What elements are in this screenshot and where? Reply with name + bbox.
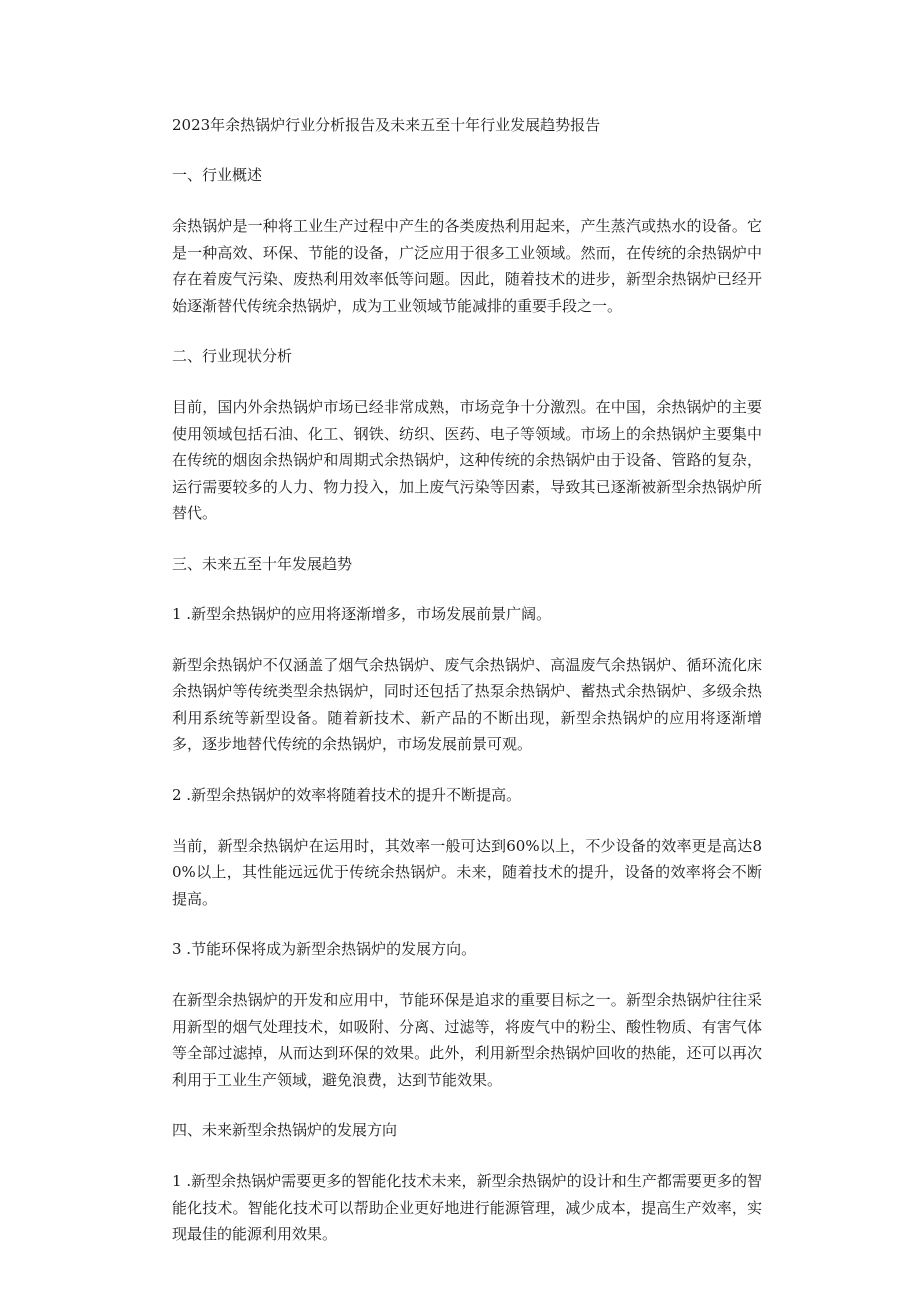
document-title: 2023年余热锅炉行业分析报告及未来五至十年行业发展趋势报告 xyxy=(172,116,601,134)
paragraph-overview: 余热锅炉是一种将工业生产过程中产生的各类废热利用起来，产生蒸汽或热水的设备。它是一种高效、环保、节能的设备，广泛应用于很多工业领域。然而，在传统的余热锅炉中存在着废气污染、废热利用效率低等问题。因此，随着技术的进步，新型余热锅炉已经开始逐渐替代传统余热锅炉，成为工业领域节能减排的重要手段之一。 xyxy=(172,217,762,315)
section-heading-status: 二、行业现状分析 xyxy=(172,347,293,365)
document-body xyxy=(172,113,762,1248)
section-heading-trends: 三、未来五至十年发展趋势 xyxy=(172,554,353,573)
trend-item-1-label: 1 .新型余热锅炉的应用将逐渐增多，市场发展前景广阔。 xyxy=(172,604,552,623)
section-heading-directions: 四、未来新型余热锅炉的发展方向 xyxy=(172,1121,398,1139)
paragraph-status: 目前，国内外余热锅炉市场已经非常成熟，市场竞争十分激烈。在中国，余热锅炉的主要使用领域包括石油、化工、钢铁、纺织、医药、电子等领域。市场上的余热锅炉主要集中在传统的烟囱余热锅炉和周期式余热锅炉，这种传统的余热锅炉由于设备、管路的复杂，运行需要较多的人力、物力投入，加上废气污染等因素，导致其已逐渐被新型余热锅炉所替代。 xyxy=(172,398,762,522)
section-heading-overview: 一、行业概述 xyxy=(172,166,263,184)
trend-item-2-text: 当前，新型余热锅炉在运用时，其效率一般可达到60%以上，不少设备的效率更是高达80%以上，其性能远远优于传统余热锅炉。未来，随着技术的提升，设备的效率将会不断提高。 xyxy=(172,836,762,908)
trend-item-1-text: 新型余热锅炉不仅涵盖了烟气余热锅炉、废气余热锅炉、高温废气余热锅炉、循环流化床余热锅炉等传统类型余热锅炉，同时还包括了热泵余热锅炉、蓄热式余热锅炉、多级余热利用系统等新型设备。随着新技术、新产品的不断出现，新型余热锅炉的应用将逐渐增多，逐步地替代传统的余热锅炉，市场发展前景可观。 xyxy=(172,655,762,753)
paragraph-directions: 1 .新型余热锅炉需要更多的智能化技术未来，新型余热锅炉的设计和生产都需要更多的智能化技术。智能化技术可以帮助企业更好地进行能源管理，减少成本，提高生产效率，实现最佳的能源利用效果。 xyxy=(172,1172,762,1243)
trend-item-3-label: 3 .节能环保将成为新型余热锅炉的发展方向。 xyxy=(172,940,477,958)
trend-item-2-label: 2 .新型余热锅炉的效率将随着技术的提升不断提高。 xyxy=(172,785,522,804)
trend-item-3-text: 在新型余热锅炉的开发和应用中，节能环保是追求的重要目标之一。新型余热锅炉往往采用新型的烟气处理技术，如吸附、分离、过滤等，将废气中的粉尘、酸性物质、有害气体等全部过滤掉，从而达到环保的效果。此外，利用新型余热锅炉回收的热能，还可以再次利用于工业生产领域，避免浪费，达到节能效果。 xyxy=(172,991,762,1089)
